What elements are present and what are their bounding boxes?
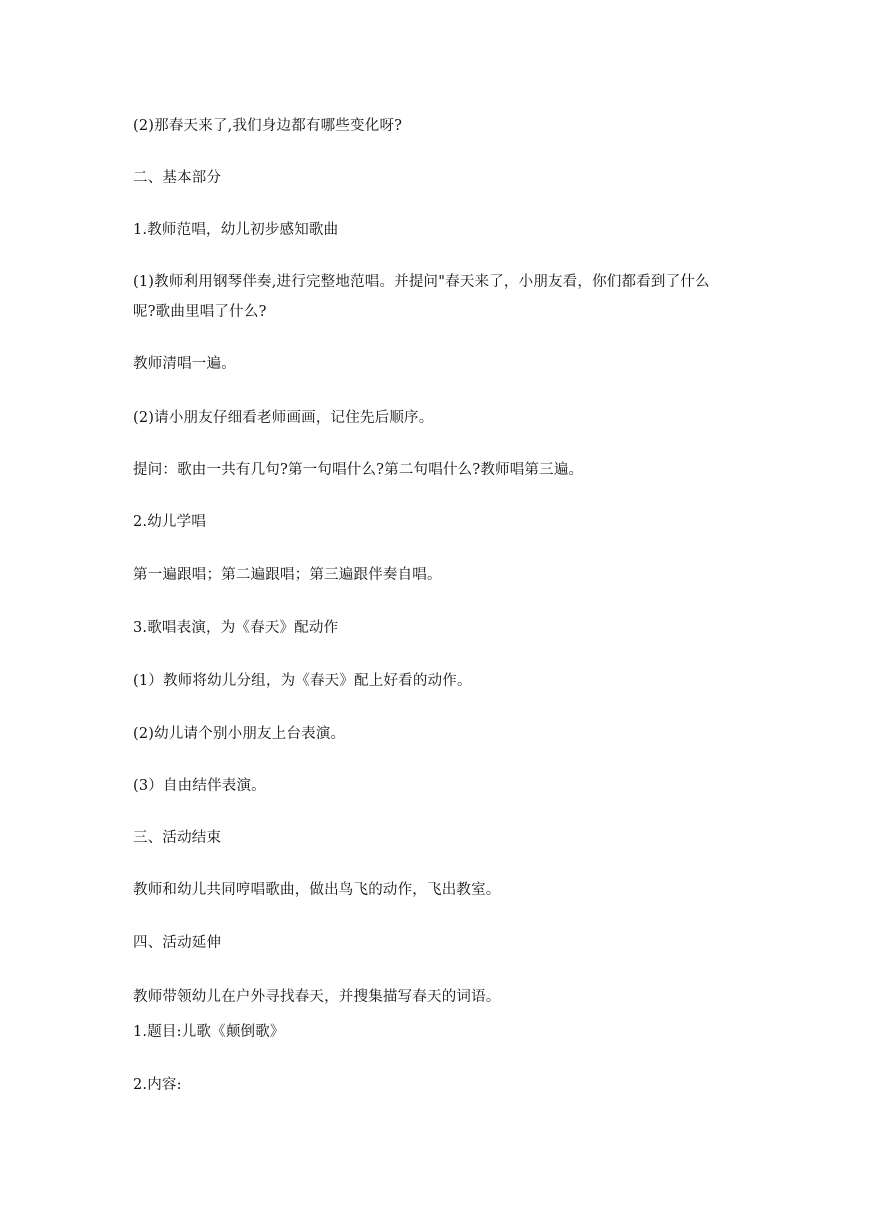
paragraph-question-spring-changes: (2)那春天来了,我们身边都有哪些变化呀?	[133, 118, 403, 134]
paragraph-free-performance: (3）自由结伴表演。	[133, 778, 266, 794]
section-heading-basic-part: 二、基本部分	[133, 170, 222, 186]
item-title: 1.题目:儿歌《颠倒歌》	[133, 1024, 285, 1040]
paragraph-questions: 提问：歌由一共有几句?第一句唱什么?第二句唱什么?教师唱第三遍。	[133, 462, 584, 478]
paragraph-hum-and-fly: 教师和幼儿共同哼唱歌曲，做出鸟飞的动作，飞出教室。	[133, 882, 501, 898]
paragraph-individual-performance: (2)幼儿请个别小朋友上台表演。	[133, 726, 346, 742]
paragraph-group-actions: (1）教师将幼儿分组，为《春天》配上好看的动作。	[133, 673, 472, 689]
item-content: 2.内容:	[133, 1077, 182, 1093]
section-heading-activity-extension: 四、活动延伸	[133, 935, 222, 951]
paragraph-follow-singing: 第一遍跟唱；第二遍跟唱；第三遍跟伴奏自唱。	[133, 567, 442, 583]
paragraph-piano-accompaniment: (1)教师利用钢琴伴奏,进行完整地范唱。并提问"春天来了，小朋友看，你们都看到了什么	[133, 274, 710, 290]
section-heading-activity-end: 三、活动结束	[133, 830, 222, 846]
paragraph-piano-accompaniment-continued: 呢?歌曲里唱了什么?	[133, 304, 267, 320]
step-heading-teacher-demo-singing: 1.教师范唱，幼儿初步感知歌曲	[133, 222, 339, 238]
step-heading-children-learn: 2.幼儿学唱	[133, 514, 207, 530]
step-heading-performance: 3.歌唱表演，为《春天》配动作	[133, 620, 339, 636]
paragraph-teacher-sings-once: 教师清唱一遍。	[133, 356, 236, 372]
paragraph-watch-drawing: (2)请小朋友仔细看老师画画，记住先后顺序。	[133, 410, 434, 426]
paragraph-find-spring-outdoors: 教师带领幼儿在户外寻找春天，并搜集描写春天的词语。	[133, 989, 501, 1005]
